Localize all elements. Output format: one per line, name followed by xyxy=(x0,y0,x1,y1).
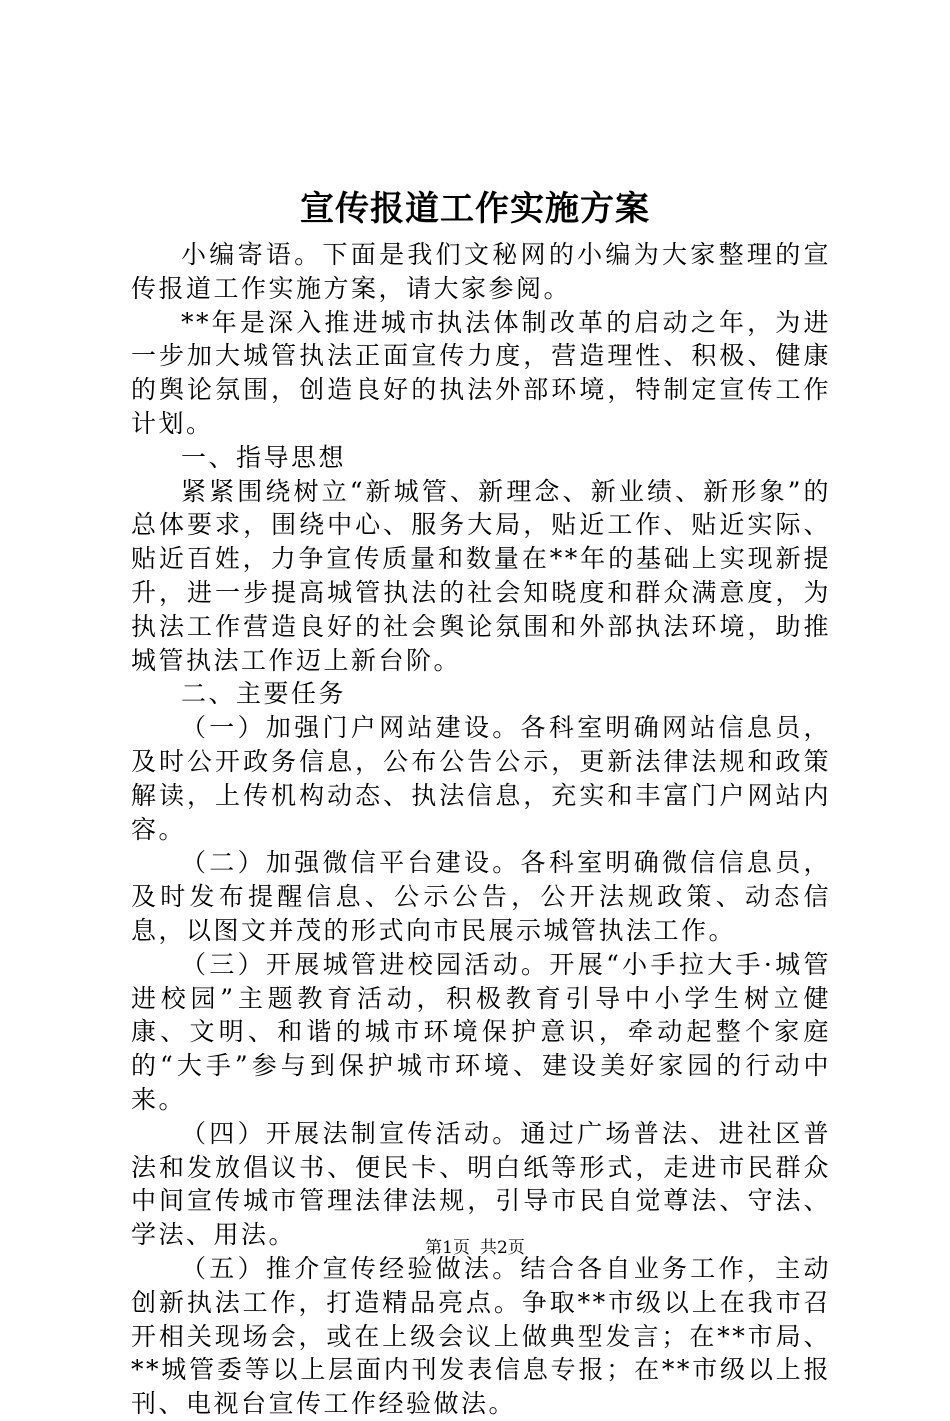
paragraph-task-3: （三）开展城管进校园活动。开展“小手拉大手·城管进校园”主题教育活动，积极教育引导中小学生树立健康、文明、和谐的城市环境保护意识，牵动起整个家庭的“大手”参与到保护城市环境、建设美好家园的行动中来。 xyxy=(131,949,831,1114)
section-heading-guiding-thought: 一、指导思想 xyxy=(181,442,347,472)
paragraph-guiding-thought: 紧紧围绕树立“新城管、新理念、新业绩、新形象”的总体要求，围绕中心、服务大局，贴近工作、贴近实际、贴近百姓，力争宣传质量和数量在**年的基础上实现新提升，进一步提高城管执法的社会知晓度和群众满意度，为执法工作营造良好的社会舆论氛围和外部执法环境，助推城管执法工作迈上新台阶。 xyxy=(131,476,831,675)
page-number-current: 第1页 xyxy=(425,1238,470,1258)
page-number-total: 共2页 xyxy=(480,1238,525,1258)
paragraph-editor-note: 小编寄语。下面是我们文秘网的小编为大家整理的宣传报道工作实施方案，请大家参阅。 xyxy=(131,240,831,303)
paragraph-intro: **年是深入推进城市执法体制改革的启动之年，为进一步加大城管执法正面宣传力度，营造理性、积极、健康的舆论氛围，创造良好的执法外部环境，特制定宣传工作计划。 xyxy=(131,307,831,438)
paragraph-task-5: （五）推介宣传经验做法。结合各自业务工作，主动创新执法工作，打造精品亮点。争取**市级以上在我市召开相关现场会，或在上级会议上做典型发言；在**市局、**城管委等以上层面内刊发表信息专报；在**市级以上报刊、电视台宣传工作经验做法。 xyxy=(131,1253,831,1419)
document-title: 宣传报道工作实施方案 xyxy=(300,189,650,229)
page-footer xyxy=(0,1236,950,1260)
section-heading-main-tasks: 二、主要任务 xyxy=(181,679,347,709)
paragraph-task-1: （一）加强门户网站建设。各科室明确网站信息员，及时公开政务信息，公布公告公示，更新法律法规和政策解读，上传机构动态、执法信息，充实和丰富门户网站内容。 xyxy=(131,713,831,844)
paragraph-task-2: （二）加强微信平台建设。各科室明确微信信息员，及时发布提醒信息、公示公告，公开法规政策、动态信息，以图文并茂的形式向市民展示城管执法工作。 xyxy=(131,848,831,945)
paragraph-task-4: （四）开展法制宣传活动。通过广场普法、进社区普法和发放倡议书、便民卡、明白纸等形式，走进市民群众中间宣传城市管理法律法规，引导市民自觉尊法、守法、学法、用法。 xyxy=(131,1118,831,1250)
